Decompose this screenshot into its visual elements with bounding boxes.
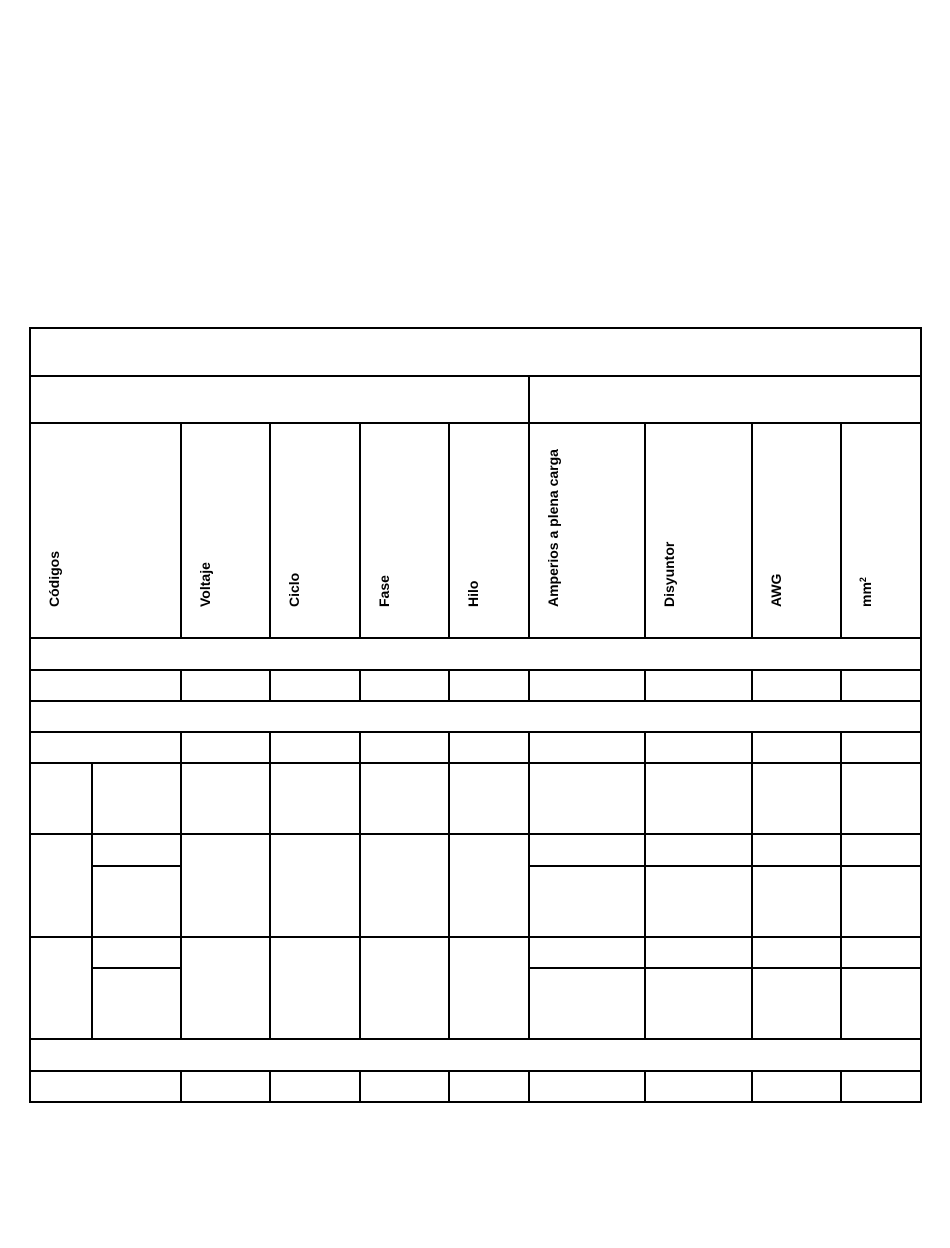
- header-voltage-label: Voltaje: [197, 562, 213, 607]
- header-codes-label: Códigos: [46, 551, 62, 607]
- header-mm2-label: [858, 577, 874, 607]
- header-wire-label: Hilo: [465, 580, 481, 607]
- header-mm2-exponent: 2: [858, 577, 868, 583]
- header-full-load-amps-label: Amperios a plena carga: [545, 449, 561, 607]
- header-breaker-label: Disyuntor: [661, 541, 677, 607]
- header-phase-label: Fase: [376, 575, 392, 607]
- header-awg-label: AWG: [768, 573, 784, 607]
- header-cycle-label: Ciclo: [286, 572, 302, 607]
- table-border: [30, 328, 921, 1102]
- header-mm2-base: mm: [858, 582, 874, 607]
